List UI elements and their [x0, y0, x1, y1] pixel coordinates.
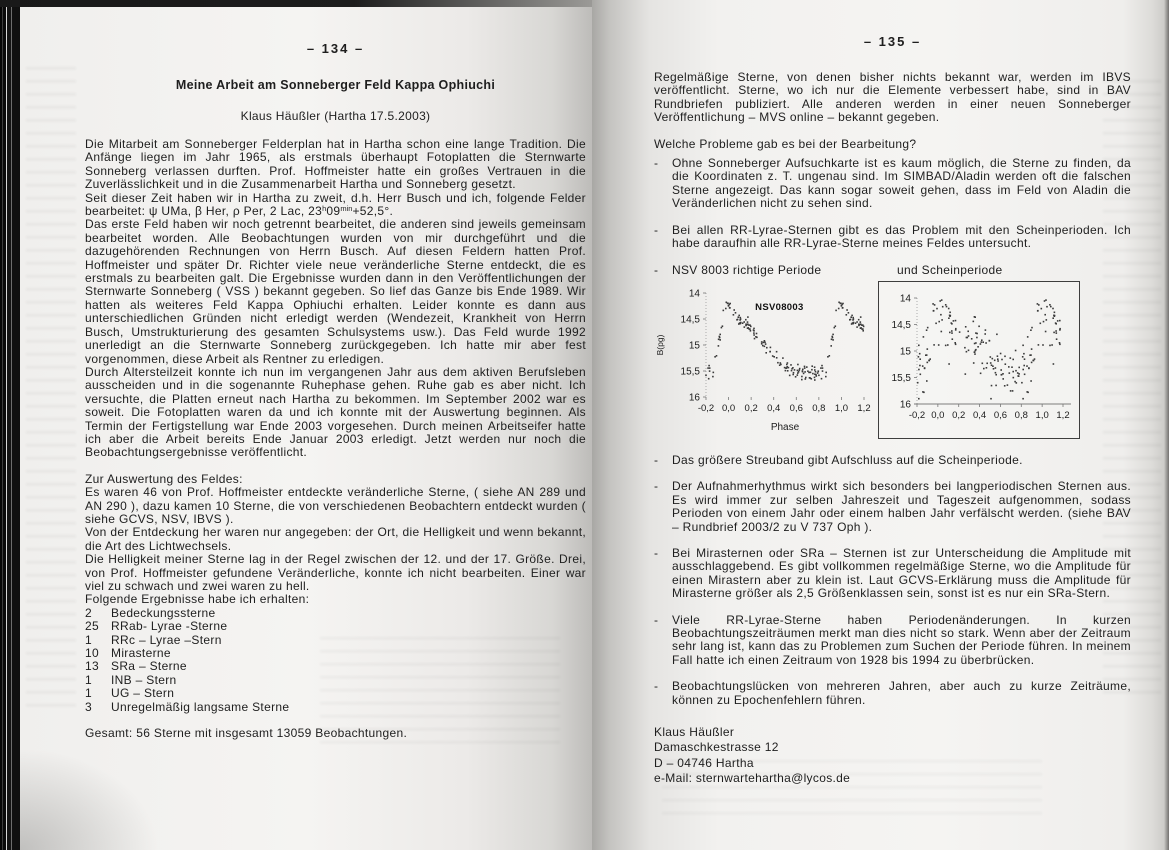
x-tick-label: 0,2	[744, 402, 758, 414]
bullet-text: Der Aufnahmerhythmus wirkt sich besonders bei langperiodischen Sternen aus. Es wird immer zur selben Jahreszeit und Tageszeit aufgenommen, sodass Perioden von einem Jahr oder einem halben Jahr verfälscht werden. (siehe BAV – Rundbrief 2003/2 zu V 737 Oph ).	[672, 479, 1131, 534]
result-count: 2	[85, 605, 92, 620]
problems-heading: Welche Probleme gab es bei der Bearbeitung?	[654, 136, 917, 151]
signature-city: D – 04746 Hartha	[654, 755, 754, 770]
paragraph: Die Mitarbeit am Sonneberger Felderplan hat in Hartha schon eine lange Tradition. Die Anfänge liegen im Jahr 1965, als erstmals überhaupt Fotoplatten die Sternwarte Sonneberg verlassen durften. Prof. Hoffmeister hatte ein großes Vertrauen in die Zuverlässlichkeit und in die Zusammenarbeit Hartha und Sonneberg gesetzt.	[85, 137, 586, 192]
y-tick-label: 16	[899, 399, 911, 411]
results-list	[85, 607, 586, 714]
bullet-dash: -	[654, 222, 658, 237]
scatter-points	[917, 299, 1061, 399]
result-item	[85, 674, 586, 687]
paragraph-gap	[85, 460, 586, 473]
fields-text: Seit dieser Zeit haben wir in Hartha zu zweit, d.h. Herr Busch und ich, folgende Felder bearbeitet: ψ UMa, β Her, ρ Per, 2 Lac, 23	[85, 190, 586, 219]
y-tick-label: 14	[688, 288, 700, 300]
chart-caption-spurious-period: und Scheinperiode	[897, 263, 1003, 278]
star-designation-label: NSV08003	[755, 302, 804, 314]
bleed-through-text	[26, 67, 76, 707]
right-page	[592, 0, 1169, 850]
bullet-item	[654, 480, 1131, 534]
light-curve-chart-spurious-period	[878, 281, 1080, 439]
paragraph: Folgende Ergebnisse habe ich erhalten:	[85, 592, 310, 607]
paragraph-fields-observed	[85, 192, 586, 219]
result-item	[85, 620, 586, 633]
y-axis-label: B(pg)	[655, 334, 665, 356]
bullet-text: Bei Mirasternen oder SRa – Sternen ist zur Unterscheidung die Amplitude mit ausschlaggebend. Es gibt vollkommen regelmäßige Sterne, wo die Amplitude für einen Mirastern aber zu klein ist. Laut GCVS-Erklärung muss die Amplitude für Mirasterne größer als 2,5 Größenklassen sein, sonst ist es nur ein SRa-Stern.	[672, 545, 1131, 601]
signature-name: Klaus Häußler	[654, 724, 735, 739]
result-count: 25	[85, 619, 99, 634]
book-binding-edge	[0, 0, 20, 850]
x-axis-label: Phase	[770, 421, 800, 433]
y-tick-label: 15	[899, 346, 911, 358]
result-label: Bedeckungssterne	[111, 605, 216, 620]
page-number: – 134 –	[306, 41, 365, 56]
left-page	[20, 7, 592, 850]
bullet-item	[654, 547, 1131, 601]
scatter-points	[705, 301, 864, 380]
paragraph: Das erste Feld haben wir noch getrennt bearbeitet, die anderen sind jeweils gemeinsam bearbeitet worden. Alle Beobachtungen wurden von mir durchgeführt und die dazugehörenden Rechnungen von Herrn Busch. Auf diesen Feldern hatten Prof. Hoffmeister und später Dr. Richter viele neue veränderliche Sterne entdeckt, die es erstmals zu bearbeiten galt. Die Ergebnisse wurden dann in den Veröffentlichungen der Sternwarte Sonneberg ( VSS ) bekannt gegeben. So lief das Ganze bis Ende 1989. Wir hatten als weiteres Feld Kappa Ophiuchi erhalten. Leider konnte es dann aus unterschiedlichen Gründen nicht erledigt werden (Wendezeit, Krankheit von Herrn Busch, Umstrukturierung des gesamten Schulsystems usw.). Das Feld wurde 1992 unerledigt an die Sternwarte Sonneberg zurückgegeben. Ich hatte mir aber fest vorgenommen, diese Arbeit als Rentner zu erledigen.	[85, 217, 586, 366]
x-tick-label: 1,2	[1056, 409, 1070, 421]
paragraph: Von der Entdeckung her waren nur angegeben: der Ort, die Helligkeit und wenn bekannt, die Art des Lichtwechsels.	[85, 525, 586, 553]
chart-spurious-period-box	[878, 281, 1080, 444]
bullet-text: Beobachtungslücken von mehreren Jahren, aber auch zu kurze Zeiträume, können zu Epochenfehlern führen.	[672, 679, 1131, 707]
bullet-dash: -	[654, 545, 658, 560]
y-tick-label: 16	[688, 392, 700, 404]
light-curve-chart-true-period	[654, 281, 878, 433]
result-count: 1	[85, 672, 92, 687]
result-count: 13	[85, 659, 99, 674]
result-label: Unregelmäßig langsame Sterne	[111, 699, 290, 714]
article-author: Klaus Häußler (Hartha 17.5.2003)	[240, 109, 431, 123]
bullet-dash: -	[654, 263, 658, 278]
x-tick-label: 0,4	[767, 402, 781, 414]
bullet-text: Ohne Sonneberger Aufsuchkarte ist es kaum möglich, die Sterne zu finden, da die Koordinaten z. T. ungenau sind. Im SIMBAD/Aladin werden oft die falschen Sterne angezeigt. Das kann sogar soweit gehen, dass im Feld von Aladin die Veränderlichen nicht zu sehen sind.	[672, 156, 1131, 211]
result-label: Mirasterne	[111, 646, 171, 661]
bullet-item	[654, 224, 1131, 251]
bullet-item	[654, 614, 1131, 668]
x-tick-label: 0,2	[952, 409, 966, 421]
result-count: 1	[85, 686, 92, 701]
bullet-text: Bei allen RR-Lyrae-Sternen gibt es das Problem mit den Scheinperioden. Ich habe daraufhin alle RR-Lyrae-Sterne meines Feldes untersucht.	[672, 222, 1131, 251]
x-tick-label: 0,8	[812, 402, 826, 414]
scan-right-shadow	[1164, 0, 1169, 850]
paragraph: Es waren 46 von Prof. Hoffmeister entdeckte veränderliche Sterne, ( siehe AN 289 und AN 290 ), dazu kamen 10 Sterne, die von verschiedenen Beobachtern entdeckt wurden ( siehe GCVS, NSV, IBVS ).	[85, 485, 586, 526]
total-line: Gesamt: 56 Sterne mit insgesamt 13059 Beobachtungen.	[85, 726, 408, 741]
signature-street: Damaschkestrasse 12	[654, 740, 779, 755]
y-tick-label: 14,5	[680, 314, 700, 326]
result-item	[85, 660, 586, 673]
bullet-dash: -	[654, 679, 658, 694]
chart-captions-row	[654, 264, 1131, 277]
x-tick-label: 0,6	[789, 402, 803, 414]
bullet-item	[654, 680, 1131, 707]
article-title: Meine Arbeit am Sonneberger Feld Kappa Ophiuchi	[175, 78, 496, 92]
bullet-dash: -	[654, 612, 658, 627]
result-label: RRab- Lyrae -Sterne	[111, 619, 228, 634]
charts-row	[654, 281, 1131, 444]
bullet-item	[654, 454, 1131, 467]
chart-true-period-box	[654, 281, 878, 438]
scan-corner-shadow	[20, 740, 170, 850]
bullet-dash: -	[654, 452, 658, 467]
result-item	[85, 687, 586, 700]
bullet-text: Viele RR-Lyrae-Sterne haben Periodenänderungen. In kurzen Beobachtungszeiträumen merkt man dies nicht so stark. Wenn aber der Zeitraum sehr lang ist, kann das zu Problemen zum Suchen der Periode führen. In meinem Fall hatte ich einen Zeitraum von 1928 bis 1994 zu überbrücken.	[672, 612, 1131, 667]
superscript-hours: h	[322, 204, 327, 214]
x-tick-label: 1,0	[834, 402, 849, 414]
section-heading: Zur Auswertung des Feldes:	[85, 471, 243, 486]
x-tick-label: -0,2	[697, 402, 715, 414]
y-tick-label: 14	[899, 293, 911, 305]
x-tick-label: -0,2	[908, 409, 926, 421]
result-item	[85, 701, 586, 714]
right-page-content	[654, 0, 1131, 787]
result-label: INB – Stern	[111, 672, 177, 687]
bullet-text: Das größere Streuband gibt Aufschluss auf die Scheinperiode.	[672, 452, 1023, 467]
paragraph: Regelmäßige Sterne, von denen bisher nichts bekannt war, werden im IBVS veröffentlicht. Sterne, wo ich nur die Elemente verbessert habe, sind in BAV Rundbriefen publiziert. Alle anderen werden in einer neuen Sonneberger Veröffentlichung – MVS online – bekannt gegeben.	[654, 70, 1131, 125]
x-tick-label: 0,0	[721, 402, 736, 414]
result-count: 3	[85, 699, 92, 714]
bullet-dash: -	[654, 156, 658, 171]
superscript-minutes: min	[340, 204, 353, 214]
result-item	[85, 607, 586, 620]
paragraph: Die Helligkeit meiner Sterne lag in der Regel zwischen der 12. und der 17. Größe. Drei, von Prof. Hoffmeister gefundene Veränderliche, konnte ich nicht bearbeiten. Einer war viel zu schwach und zwei waren zu hell.	[85, 552, 586, 593]
x-tick-label: 1,2	[857, 402, 871, 414]
x-tick-label: 0,8	[1014, 409, 1028, 421]
scan-top-shadow	[0, 0, 590, 7]
x-tick-label: 1,0	[1035, 409, 1049, 421]
x-tick-label: 0,0	[931, 409, 945, 421]
result-label: RRc – Lyrae –Stern	[111, 632, 222, 647]
result-label: UG – Stern	[111, 686, 175, 701]
bullet-item	[654, 157, 1131, 211]
chart-caption-true-period: NSV 8003 richtige Periode	[672, 263, 822, 278]
signature-block	[654, 725, 1131, 787]
y-tick-label: 15,5	[680, 366, 700, 378]
signature-email: e-Mail: sternwartehartha@lycos.de	[654, 771, 851, 786]
result-item	[85, 647, 586, 660]
result-item	[85, 634, 586, 647]
x-tick-label: 0,6	[993, 409, 1008, 421]
result-count: 10	[85, 646, 99, 661]
y-tick-label: 15,5	[891, 372, 911, 384]
y-tick-label: 14,5	[891, 319, 911, 331]
paragraph: Durch Altersteilzeit konnte ich nun im vergangenen Jahr aus dem aktiven Berufsleben ausscheiden und in die sogenannte Ruhephase gehen. Ruhe gab es aber nicht. Ich versuchte, die Platten erneut nach Hartha zu bekommen. Im September 2002 war es soweit. Die Fotoplatten waren da und ich konnte mit der Auswertung beginnen. Als Termin der Fertigstellung war Ende 2003 vorgesehen. Durch meinen Arbeitseifer hatte ich aber die Arbeit bereits Ende Januar 2003 erledigt. Jetzt werden nur noch die Beobachtungsergebnisse veröffentlicht.	[85, 364, 586, 460]
x-tick-label: 0,4	[972, 409, 987, 421]
left-page-content	[85, 7, 586, 740]
result-count: 1	[85, 632, 92, 647]
result-label: SRa – Sterne	[111, 659, 187, 674]
paragraph-gap	[654, 125, 1131, 138]
fields-text: 09	[326, 204, 341, 219]
y-tick-label: 15	[688, 340, 700, 352]
fields-text: +52,5°.	[352, 204, 394, 219]
bullet-dash: -	[654, 479, 658, 494]
page-number: – 135 –	[863, 34, 922, 49]
